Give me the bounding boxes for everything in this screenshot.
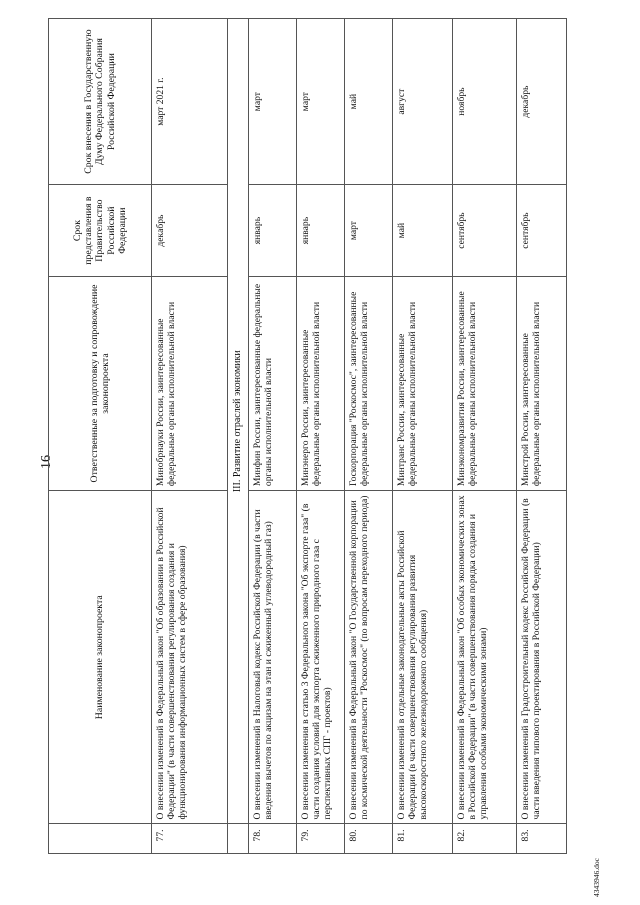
bill-name: О внесении изменений в Налоговый кодекс Российской Федерации (в части введения вычетов по акцизам на этан и сжиженный углеводородный газ)	[248, 491, 296, 824]
responsible: Минфин России, заинтересованные федеральные органы исполнительной власти	[248, 276, 296, 490]
gov-deadline: сентябрь	[452, 185, 516, 277]
duma-deadline: август	[392, 19, 452, 185]
duma-deadline: март	[248, 19, 296, 185]
table-row	[452, 19, 516, 854]
section-title: III. Развитие отраслей экономики	[228, 19, 249, 824]
bill-name: О внесении изменений в Федеральный закон "О Государственной корпорации по космической деятельности "Роскосмос" (по вопросам переходного периода)	[344, 491, 392, 824]
gov-deadline: май	[392, 185, 452, 277]
responsible: Госкорпорация "Роскосмос", заинтересованные федеральные органы исполнительной власти	[344, 276, 392, 490]
duma-deadline: декабрь	[516, 19, 566, 185]
row-number: 83.	[516, 824, 566, 854]
row-number: 82.	[452, 824, 516, 854]
bill-name: О внесении изменений в Федеральный закон "Об образовании в Российской Федерации" (в части совершенствования регулирования создания и функционирования информационных систем в сфере образования)	[152, 491, 228, 824]
gov-deadline-header: Срок представления в Правительство Российской Федерации	[49, 185, 152, 277]
row-number: 80.	[344, 824, 392, 854]
row-number: 77.	[152, 824, 228, 854]
gov-deadline: январь	[248, 185, 296, 277]
table-row	[248, 19, 296, 854]
row-number: 78.	[248, 824, 296, 854]
responsible-header: Ответственные за подготовку и сопровождение законопроекта	[49, 276, 152, 490]
table-row	[392, 19, 452, 854]
table-row	[516, 19, 566, 854]
duma-deadline: март 2021 г.	[152, 19, 228, 185]
responsible: Минэкономразвития России, заинтересованные федеральные органы исполнительной власти	[452, 276, 516, 490]
legislation-table	[48, 18, 567, 854]
bill-name: О внесении изменений в Градостроительный кодекс Российской Федерации (в части введения типового проектирования в Российской Федерации)	[516, 491, 566, 824]
table-row	[296, 19, 344, 854]
bill-name: О внесении изменений в Федеральный закон "Об особых экономических зонах в Российской Федерации" (в части совершенствования порядка создания и управления особыми экономическими зонами)	[452, 491, 516, 824]
gov-deadline: январь	[296, 185, 344, 277]
responsible: Минобрнауки России, заинтересованные федеральные органы исполнительной власти	[152, 276, 228, 490]
gov-deadline: декабрь	[152, 185, 228, 277]
table-row	[152, 19, 228, 854]
header-row	[49, 19, 152, 854]
name-header: Наименование законопроекта	[49, 491, 152, 824]
responsible: Минэнерго России, заинтересованные федеральные органы исполнительной власти	[296, 276, 344, 490]
duma-deadline: март	[296, 19, 344, 185]
row-number: 81.	[392, 824, 452, 854]
bill-name: О внесении изменений в отдельные законодательные акты Российской Федерации (в части совершенствования регулирования развития высокоскоростного железнодорожного сообщения)	[392, 491, 452, 824]
document-id: 4343946.doc	[592, 858, 601, 897]
gov-deadline: март	[344, 185, 392, 277]
page-number: 16	[39, 455, 54, 469]
bill-name: О внесении изменения в статью 3 Федерального закона "Об экспорте газа" (в части создания условий для экспорта сжиженного природного газа с перспективных СПГ - проектов)	[296, 491, 344, 824]
section-row	[228, 19, 249, 854]
duma-deadline-header: Срок внесения в Государственную Думу Федерального Собрания Российской Федерации	[49, 19, 152, 185]
table-row	[344, 19, 392, 854]
responsible: Минстрой России, заинтересованные федеральные органы исполнительной власти	[516, 276, 566, 490]
duma-deadline: май	[344, 19, 392, 185]
num-header	[49, 824, 152, 854]
responsible: Минтранс России, заинтересованные федеральные органы исполнительной власти	[392, 276, 452, 490]
gov-deadline: сентябрь	[516, 185, 566, 277]
duma-deadline: ноябрь	[452, 19, 516, 185]
row-number: 79.	[296, 824, 344, 854]
